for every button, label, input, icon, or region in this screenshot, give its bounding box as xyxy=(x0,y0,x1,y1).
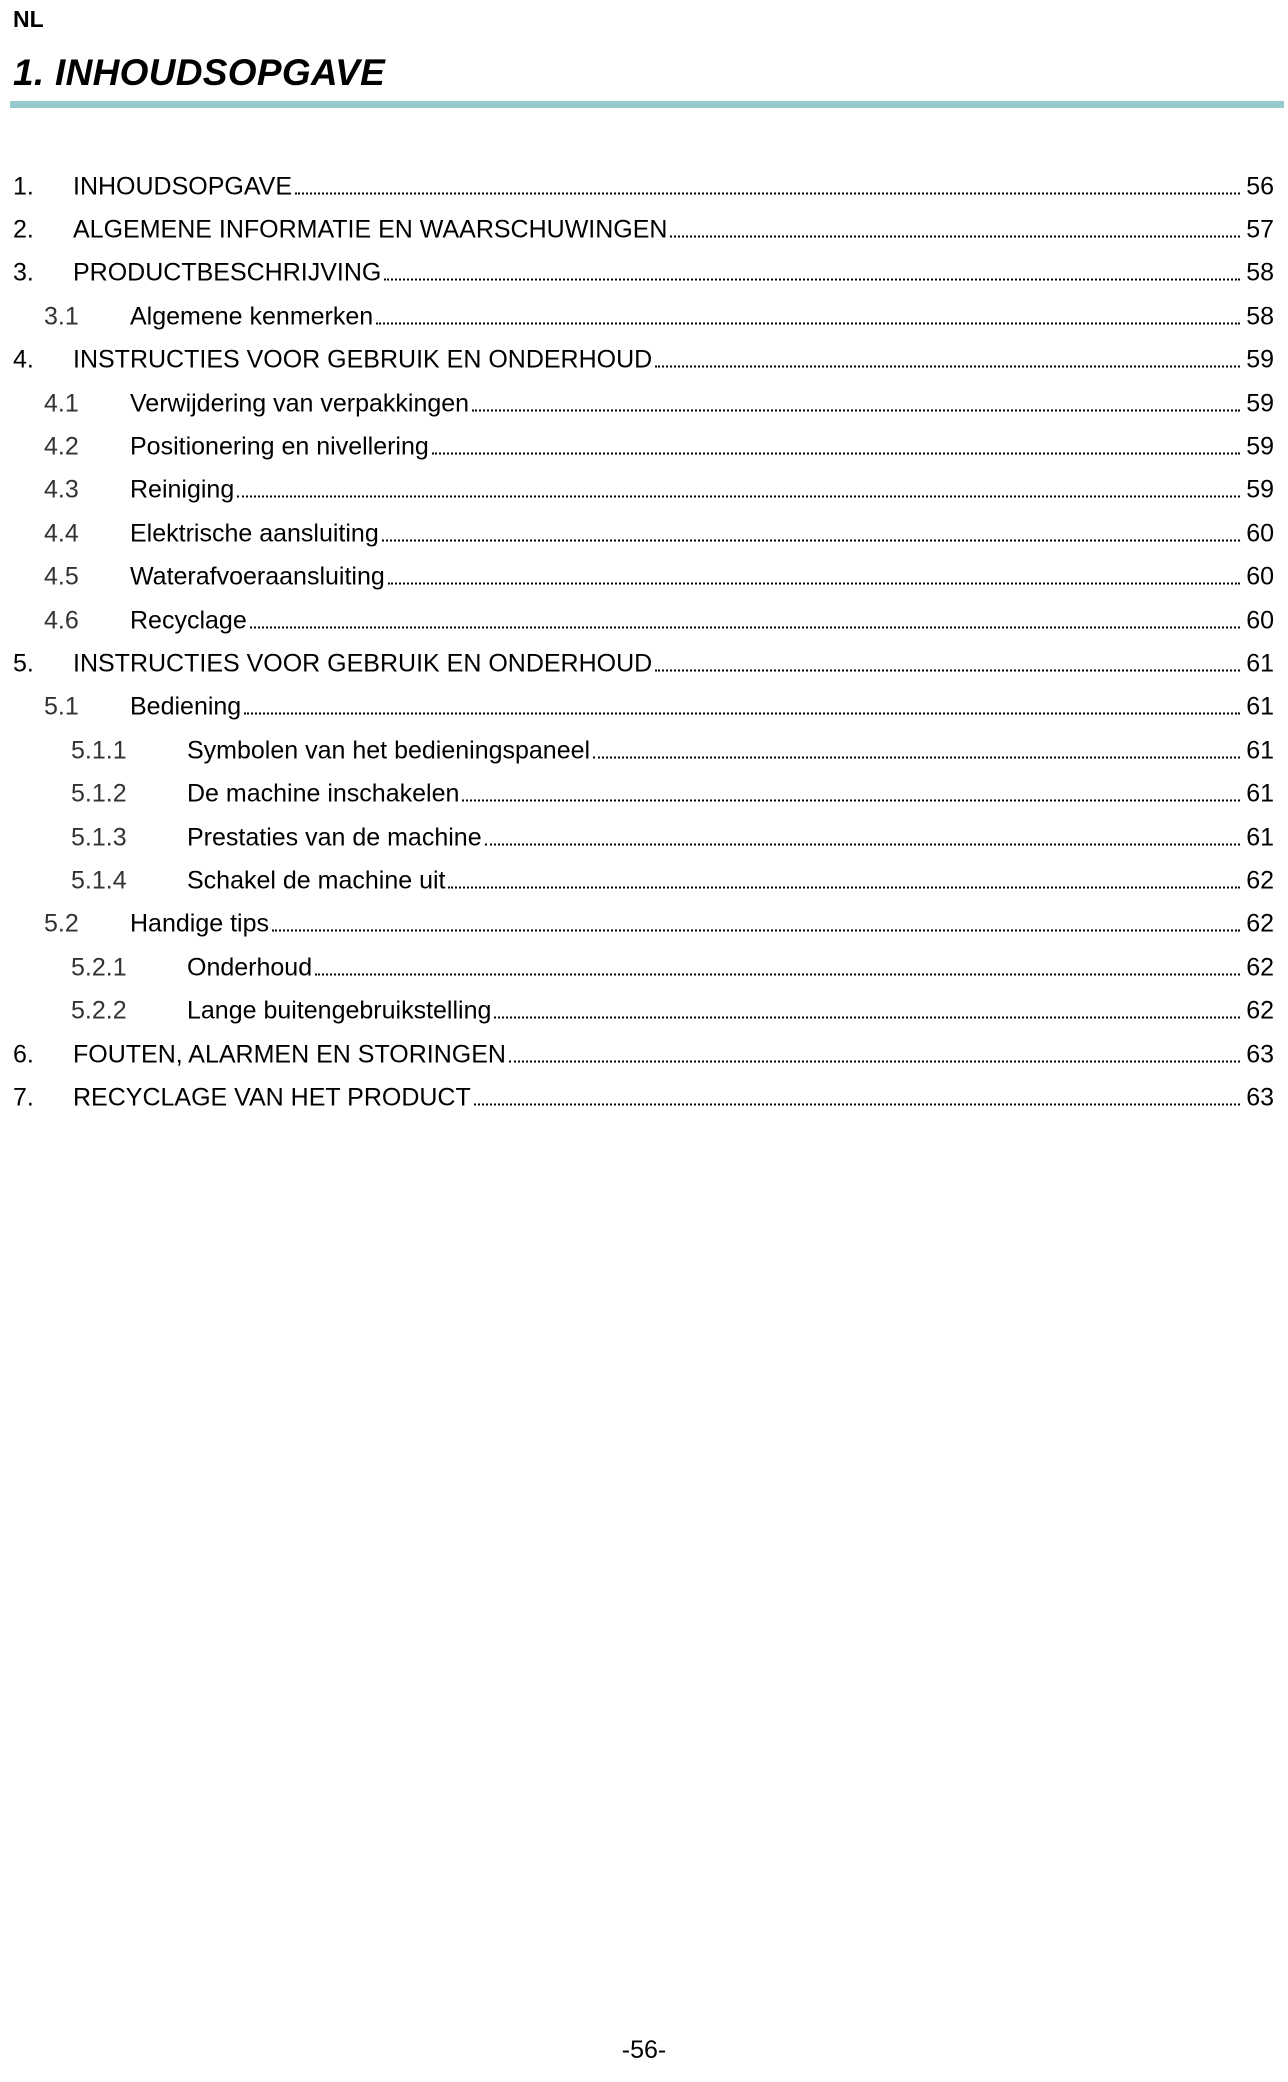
toc-dot-leader xyxy=(237,495,1240,498)
toc-dot-leader xyxy=(250,625,1240,628)
toc-entry-number: 4.2 xyxy=(44,432,79,461)
toc-entry-page: 61 xyxy=(1246,736,1274,765)
toc-entry-page: 59 xyxy=(1246,432,1274,461)
toc-entry-number: 3. xyxy=(13,258,34,287)
toc-entry-label: FOUTEN, ALARMEN EN STORINGEN xyxy=(73,1040,506,1068)
toc-entry-page: 59 xyxy=(1246,345,1274,374)
toc-dot-leader xyxy=(472,408,1240,411)
toc-entry-label: Positionering en nivellering xyxy=(130,432,429,461)
toc-entry[interactable] xyxy=(0,859,1288,902)
toc-entry[interactable] xyxy=(0,165,1288,208)
toc-dot-leader xyxy=(670,234,1240,237)
toc-entry-number: 4.5 xyxy=(44,562,79,591)
toc-entry-page: 61 xyxy=(1246,823,1274,851)
toc-entry-page: 62 xyxy=(1246,953,1274,982)
toc-entry-page: 61 xyxy=(1246,692,1274,721)
toc-entry-label: Algemene kenmerken xyxy=(130,302,374,331)
language-code: NL xyxy=(13,6,44,32)
toc-entry[interactable] xyxy=(0,599,1288,642)
toc-entry-label: Onderhoud xyxy=(187,953,313,982)
toc-entry[interactable] xyxy=(0,252,1288,295)
toc-entry[interactable] xyxy=(0,642,1288,685)
toc-entry-label: INHOUDSOPGAVE xyxy=(73,172,293,200)
toc-entry-label: Symbolen van het bedieningspaneel xyxy=(187,736,591,765)
toc-entry-number: 4.1 xyxy=(44,389,79,417)
toc-entry-page: 62 xyxy=(1246,996,1274,1025)
toc-entry-number: 6. xyxy=(13,1040,34,1068)
toc-entry-page: 58 xyxy=(1246,258,1274,287)
toc-entry-number: 3.1 xyxy=(44,302,79,331)
toc-entry-page: 61 xyxy=(1246,779,1274,808)
toc-dot-leader xyxy=(384,278,1240,281)
toc-entry[interactable] xyxy=(0,425,1288,468)
toc-entry-label: Elektrische aansluiting xyxy=(130,519,379,548)
toc-dot-leader xyxy=(485,842,1241,845)
toc-dot-leader xyxy=(474,1102,1240,1105)
toc-entry-page: 63 xyxy=(1246,1040,1274,1068)
toc-entry-number: 5.2.1 xyxy=(71,953,127,982)
toc-entry-label: Waterafvoeraansluiting xyxy=(130,562,385,591)
toc-entry[interactable] xyxy=(0,729,1288,772)
toc-entry[interactable] xyxy=(0,946,1288,989)
toc-entry-number: 5.1.2 xyxy=(71,779,127,808)
toc-dot-leader xyxy=(593,755,1240,758)
toc-entry[interactable] xyxy=(0,208,1288,251)
toc-entry[interactable] xyxy=(0,469,1288,512)
toc-entry-number: 5.1.4 xyxy=(71,866,127,895)
toc-dot-leader xyxy=(295,191,1240,194)
toc-entry[interactable] xyxy=(0,295,1288,338)
toc-entry-label: Recyclage xyxy=(130,606,247,634)
page-title: 1. INHOUDSOPGAVE xyxy=(13,52,386,93)
toc-dot-leader xyxy=(388,582,1240,585)
toc-entry[interactable] xyxy=(0,816,1288,859)
toc-entry-page: 60 xyxy=(1246,562,1274,591)
toc-entry-page: 61 xyxy=(1246,649,1274,678)
toc-dot-leader xyxy=(376,321,1240,324)
toc-entry-number: 7. xyxy=(13,1083,34,1112)
toc-entry[interactable] xyxy=(0,339,1288,382)
toc-entry-page: 58 xyxy=(1246,302,1274,331)
toc-entry-number: 4.6 xyxy=(44,606,79,634)
toc-entry-label: RECYCLAGE VAN HET PRODUCT xyxy=(73,1083,471,1112)
toc-dot-leader xyxy=(382,538,1240,541)
toc-dot-leader xyxy=(448,885,1240,888)
toc-entry-label: Handige tips xyxy=(130,909,269,938)
toc-entry-page: 60 xyxy=(1246,606,1274,634)
toc-entry-number: 5. xyxy=(13,649,34,678)
title-underline xyxy=(10,101,1284,108)
toc-entry-number: 2. xyxy=(13,215,34,244)
toc-dot-leader xyxy=(655,668,1240,671)
toc-entry[interactable] xyxy=(0,1076,1288,1119)
toc-entry-page: 60 xyxy=(1246,519,1274,548)
toc-entry-label: Prestaties van de machine xyxy=(187,823,482,851)
toc-dot-leader xyxy=(244,712,1240,715)
toc-entry-number: 4. xyxy=(13,345,34,374)
toc-entry[interactable] xyxy=(0,512,1288,555)
toc-entry-label: Lange buitengebruikstelling xyxy=(187,996,492,1025)
toc-entry-number: 5.1.3 xyxy=(71,823,127,851)
toc-entry-label: De machine inschakelen xyxy=(187,779,460,808)
toc-entry[interactable] xyxy=(0,773,1288,816)
toc-dot-leader xyxy=(509,1059,1240,1062)
toc-entry[interactable] xyxy=(0,990,1288,1033)
toc-entry-page: 57 xyxy=(1246,215,1274,244)
toc-entry-number: 5.1.1 xyxy=(71,736,127,765)
toc-entry-number: 5.2 xyxy=(44,909,79,938)
toc-dot-leader xyxy=(432,451,1240,454)
toc-entry-page: 56 xyxy=(1246,172,1274,200)
toc-dot-leader xyxy=(494,1016,1240,1019)
toc-entry-label: INSTRUCTIES VOOR GEBRUIK EN ONDERHOUD xyxy=(73,345,653,374)
toc-dot-leader xyxy=(462,799,1240,802)
toc-entry-label: Reiniging xyxy=(130,475,235,504)
toc-entry-label: Verwijdering van verpakkingen xyxy=(130,389,470,417)
toc-entry-page: 59 xyxy=(1246,389,1274,417)
toc-entry[interactable] xyxy=(0,382,1288,425)
toc-dot-leader xyxy=(272,929,1240,932)
toc-entry-number: 4.3 xyxy=(44,475,79,504)
toc-entry-page: 59 xyxy=(1246,475,1274,504)
toc-entry-number: 1. xyxy=(13,172,34,200)
toc-dot-leader xyxy=(315,972,1240,975)
toc-entry-label: Bediening xyxy=(130,692,242,721)
toc-entry-page: 63 xyxy=(1246,1083,1274,1112)
toc-entry-label: INSTRUCTIES VOOR GEBRUIK EN ONDERHOUD xyxy=(73,649,653,678)
toc-entry[interactable] xyxy=(0,903,1288,946)
toc-entry-label: PRODUCTBESCHRIJVING xyxy=(73,258,382,287)
toc-entry-number: 5.1 xyxy=(44,692,79,721)
toc-dot-leader xyxy=(655,365,1240,368)
toc-entry-label: Schakel de machine uit xyxy=(187,866,446,895)
toc-entry-page: 62 xyxy=(1246,909,1274,938)
toc-entry-number: 4.4 xyxy=(44,519,79,548)
toc-entry-page: 62 xyxy=(1246,866,1274,895)
toc-entry-number: 5.2.2 xyxy=(71,996,127,1025)
toc-entry[interactable] xyxy=(0,1033,1288,1076)
toc-entry[interactable] xyxy=(0,556,1288,599)
toc-entry[interactable] xyxy=(0,686,1288,729)
page-number: -56- xyxy=(621,2036,667,2064)
toc-entry-label: ALGEMENE INFORMATIE EN WAARSCHUWINGEN xyxy=(73,215,668,244)
